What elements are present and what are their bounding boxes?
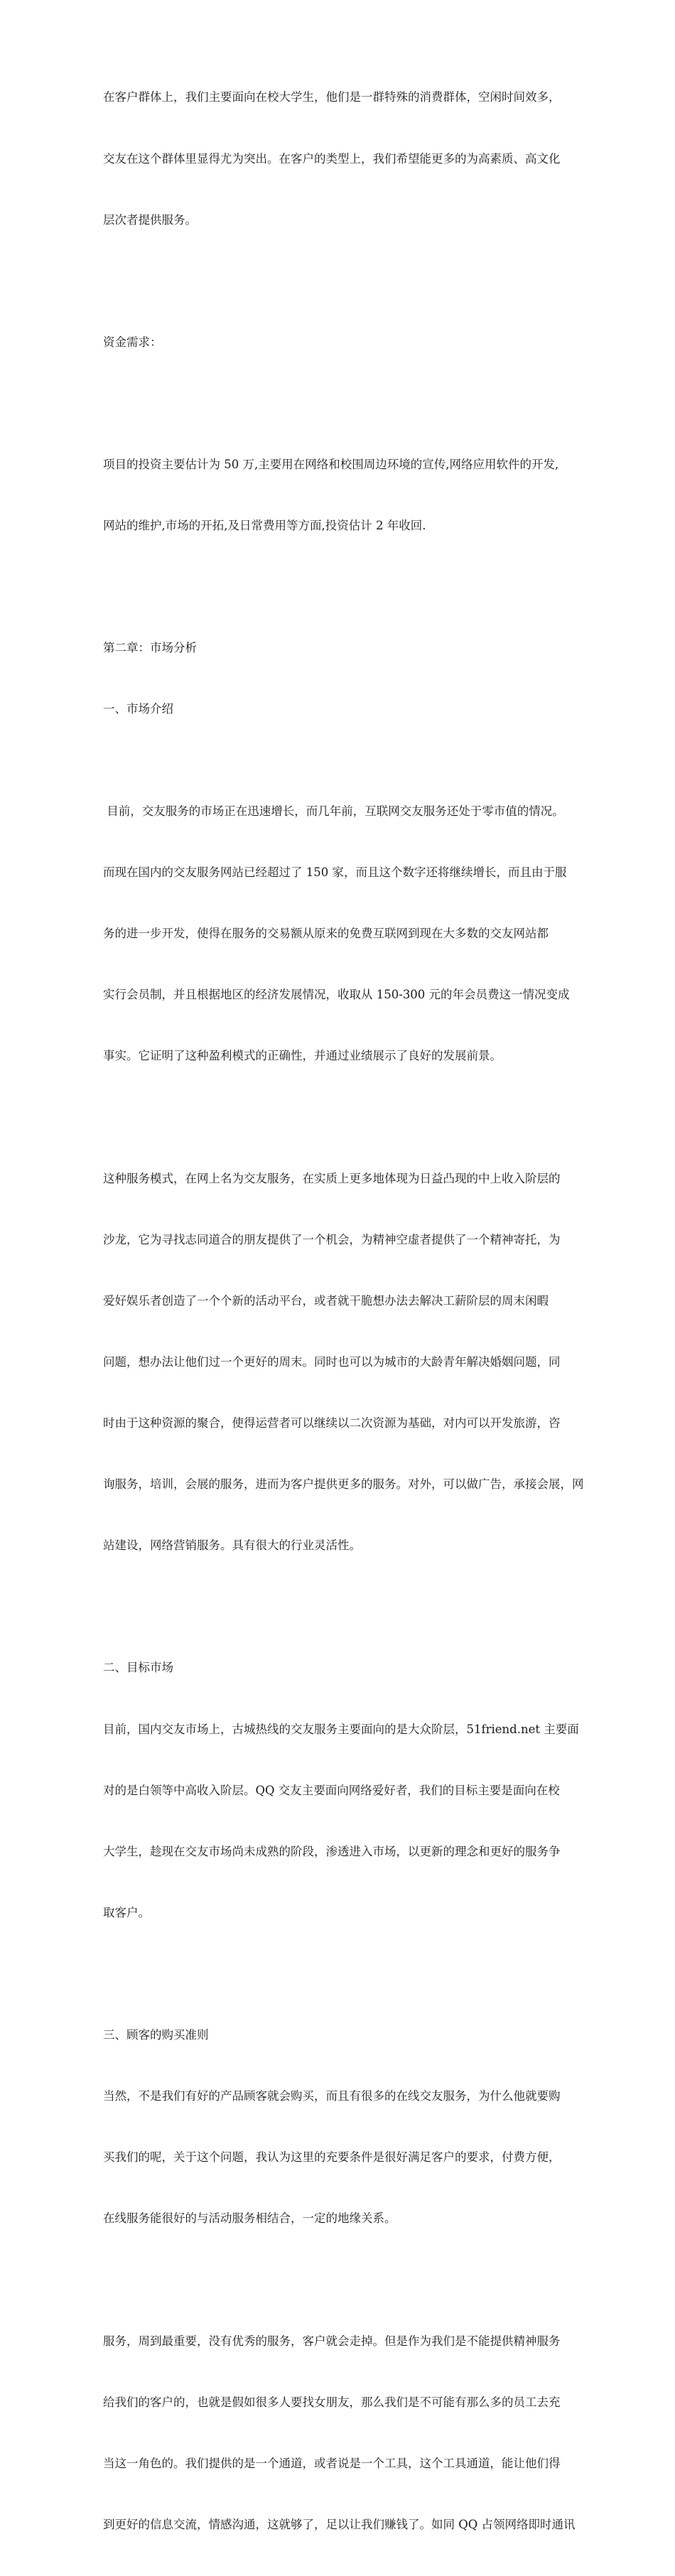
paragraph-gap — [103, 577, 625, 598]
text-line: 问题，想办法让他们过一个更好的周末。同时也可以为城市的大龄青年解决婚姻问题，同 — [103, 1354, 561, 1369]
paragraph-gap — [103, 2270, 625, 2291]
heading-chapter-2 — [103, 598, 625, 761]
paragraph-service — [103, 2290, 625, 2576]
paragraph-target-market — [103, 1617, 625, 1964]
text-line: 给我们的客户的，也就是假如很多人要找女朋友，那么我们是不可能有那么多的员工去充 — [103, 2395, 561, 2409]
text-line: 实行会员制，并且根据地区的经济发展情况，收取从 150-300 元的年会员费这一情况变成 — [103, 988, 570, 1002]
text-line: 层次者提供服务。 — [103, 212, 197, 227]
heading-funding — [103, 291, 625, 394]
text-line: 这种服务模式，在网上名为交友服务，在实质上更多地体现为日益凸现的中上收入阶层的 — [103, 1171, 561, 1185]
paragraph-gap — [103, 1964, 625, 1985]
paragraph-gap — [103, 394, 625, 414]
text-line: 网站的维护,市场的开拓,及日常费用等方面,投资估计 2 年收回. — [103, 519, 426, 533]
section-heading: 二、目标市场 — [103, 1661, 173, 1675]
text-line: 在线服务能很好的与活动服务相结合，一定的地缘关系。 — [103, 2211, 396, 2226]
paragraph-purchase-criteria — [103, 1985, 625, 2270]
paragraph-gap — [103, 1597, 625, 1617]
text-line: 资金需求： — [103, 335, 162, 349]
paragraph-investment — [103, 414, 625, 578]
paragraph-customer-group — [103, 47, 625, 271]
document-page — [103, 47, 625, 2576]
text-line: 一、市场介绍 — [103, 702, 173, 716]
text-line: 时由于这种资源的聚合，使得运营者可以继续以二次资源为基础，对内可以开发旅游，咨 — [103, 1416, 561, 1430]
text-line: 目前，国内交友市场上，古城热线的交友服务主要面向的是大众阶层，51friend.net 主要面 — [103, 1722, 579, 1736]
text-line: 当这一角色的。我们提供的是一个通道，或者说是一个工具，这个工具通道，能让他们得 — [103, 2456, 561, 2470]
text-line: 当然，不是我们有好的产品顾客就会购买，而且有很多的在线交友服务，为什么他就要购 — [103, 2089, 561, 2103]
text-line: 在客户群体上，我们主要面向在校大学生，他们是一群特殊的消费群体，空闲时间效多， — [103, 90, 561, 104]
text-line: 事实。它证明了这种盈利模式的正确性，并通过业绩展示了良好的发展前景。 — [103, 1049, 502, 1063]
text-line: 大学生，趁现在交友市场尚未成熟的阶段，渗透进入市场，以更新的理念和更好的服务争 — [103, 1844, 561, 1858]
text-line: 务的进一步开发，使得在服务的交易额从原来的免费互联网到现在大多数的交友网站都 — [103, 927, 549, 941]
text-line: 服务，周到最重要，没有优秀的服务，客户就会走掉。但是作为我们是不能提供精神服务 — [103, 2334, 561, 2348]
text-line: 对的是白领等中高收入阶层。QQ 交友主要面向网络爱好者，我们的目标主要是面向在校 — [103, 1783, 560, 1797]
paragraph-market-intro — [103, 761, 625, 1108]
paragraph-service-model — [103, 1128, 625, 1597]
text-line: 询服务，培训，会展的服务，进而为客户提供更多的服务。对外，可以做广告，承接会展，网 — [103, 1477, 584, 1492]
text-line: 沙龙，它为寻找志同道合的朋友提供了一个机会，为精神空虚者提供了一个精神寄托，为 — [103, 1232, 561, 1246]
text-line: 目前，交友服务的市场正在迅速增长，而几年前，互联网交友服务还处于零市值的情况。 — [103, 804, 564, 818]
text-line: 爱好娱乐者创造了一个个新的活动平台，或者就干脆想办法去解决工薪阶层的周末闲暇 — [103, 1293, 549, 1308]
text-line: 站建设，网络营销服务。具有很大的行业灵活性。 — [103, 1538, 361, 1553]
text-line: 项目的投资主要估计为 50 万,主要用在网络和校围周边环境的宣传,网络应用软件的开发, — [103, 458, 559, 472]
text-line: 到更好的信息交流，情感沟通，这就够了，足以让我们赚钱了。如同 QQ 占领网络即时通讯 — [103, 2517, 576, 2531]
text-line: 交友在这个群体里显得尤为突出。在客户的类型上，我们希望能更多的为高素质、高文化 — [103, 151, 561, 166]
paragraph-gap — [103, 1108, 625, 1128]
text-line: 第二章：市场分析 — [103, 641, 197, 655]
section-heading: 三、顾客的购买准则 — [103, 2028, 209, 2042]
text-line: 而现在国内的交友服务网站已经超过了 150 家，而且这个数字还将继续增长，而且由于服 — [103, 866, 567, 880]
text-line: 买我们的呢，关于这个问题，我认为这里的充要条件是很好满足客户的要求，付费方便， — [103, 2150, 561, 2165]
paragraph-gap — [103, 271, 625, 292]
text-line: 取客户。 — [103, 1905, 150, 1919]
